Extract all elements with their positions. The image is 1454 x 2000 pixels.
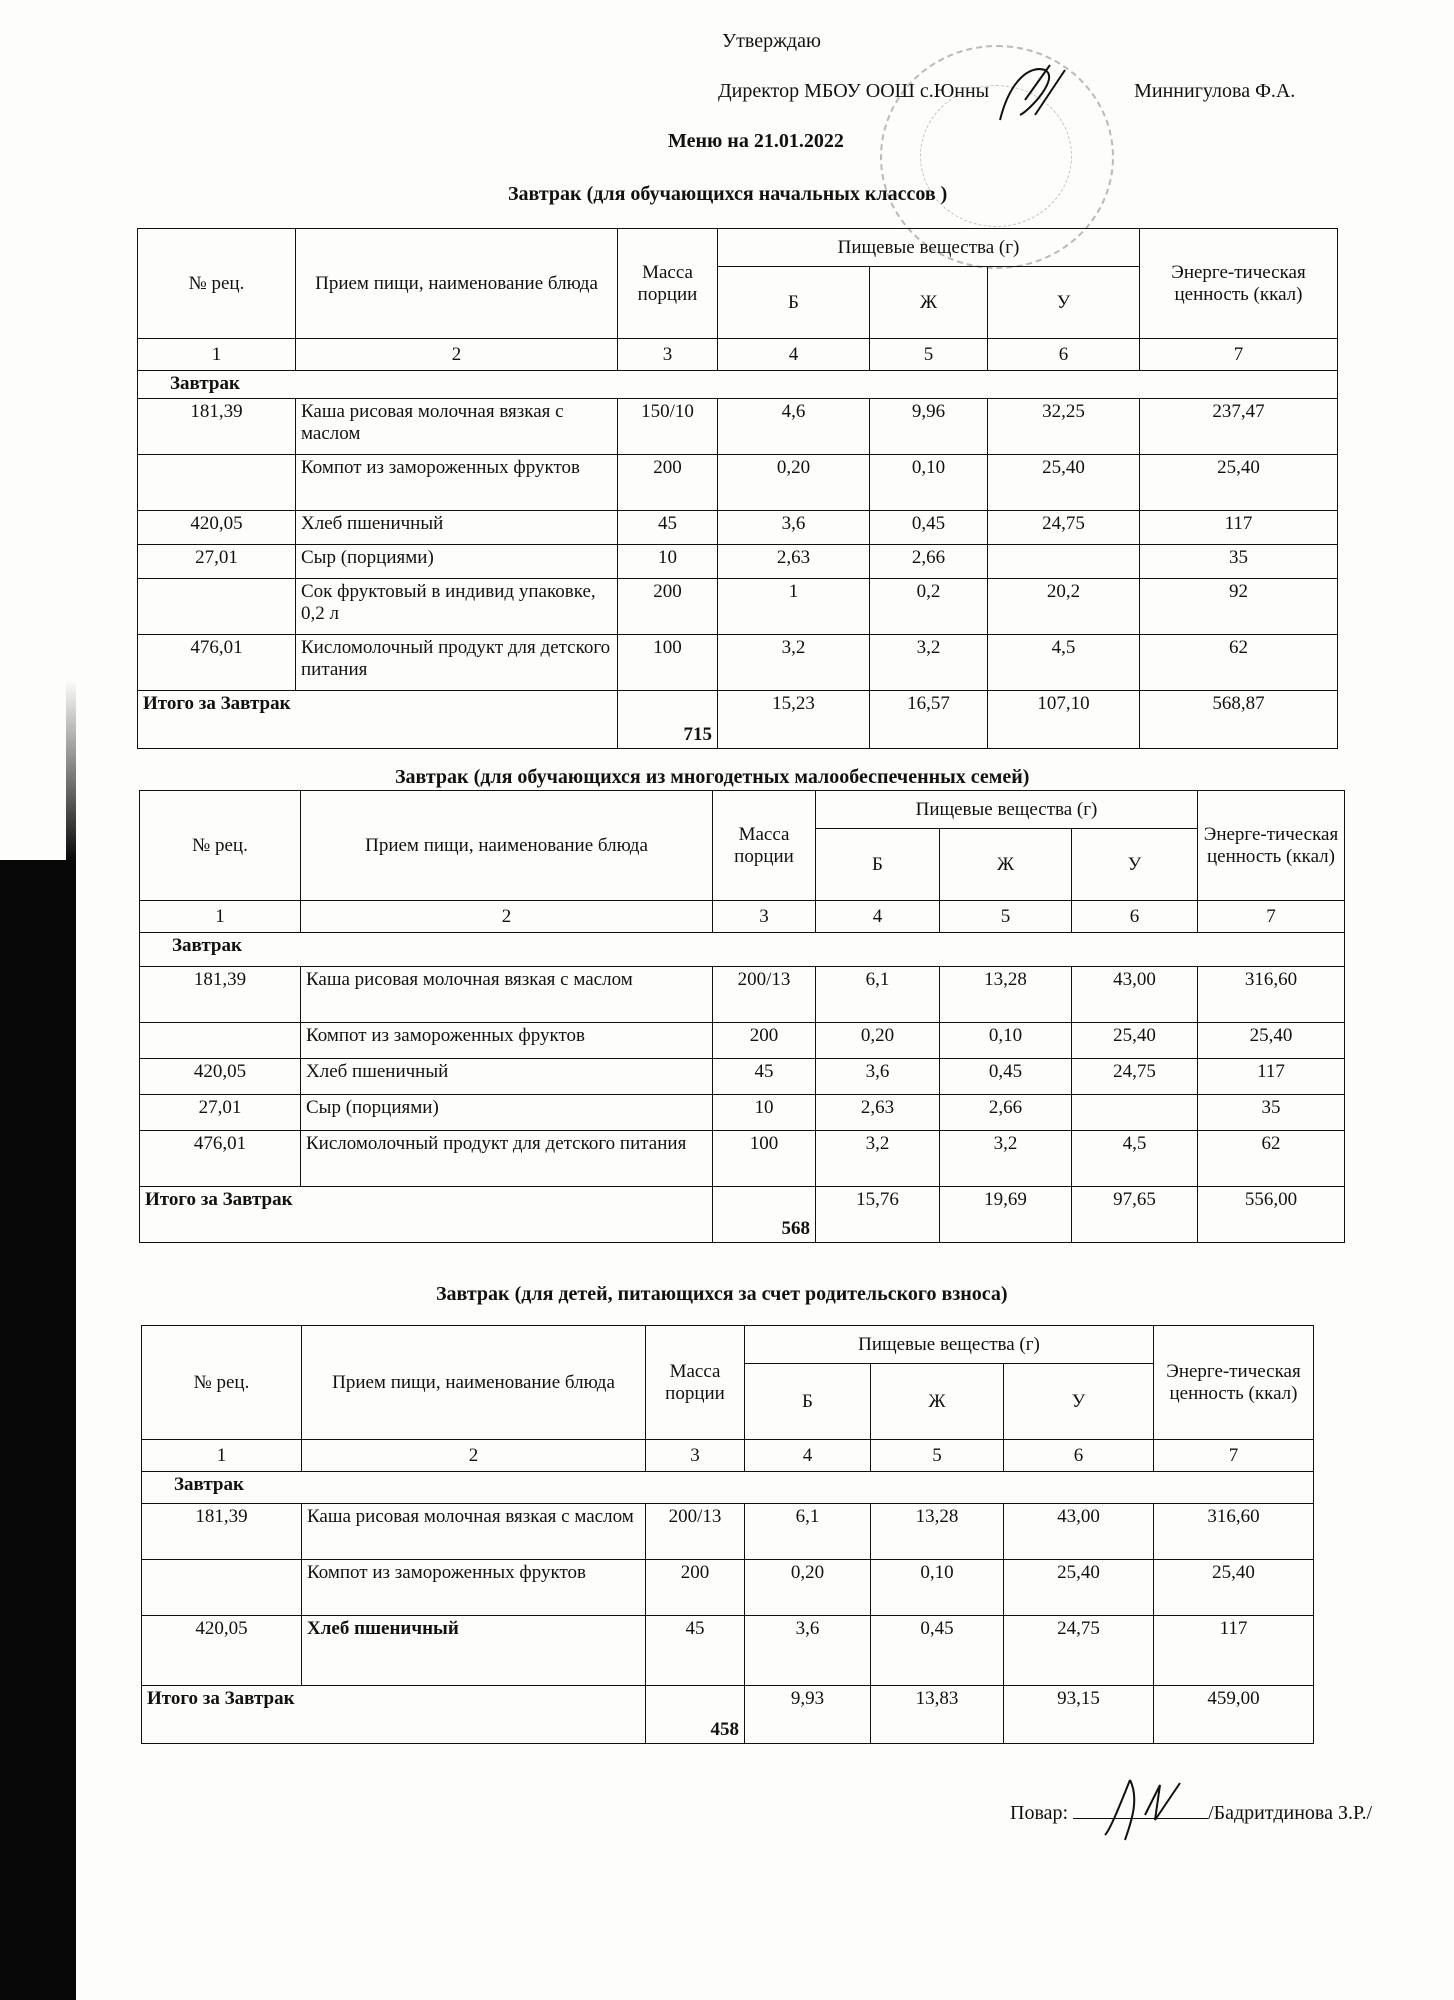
mass-cell: 45 xyxy=(646,1616,745,1686)
rec-cell: 476,01 xyxy=(138,635,296,691)
total-u: 107,10 xyxy=(988,691,1140,749)
menu-table-3 xyxy=(141,1325,1314,1744)
zh-cell: 0,10 xyxy=(870,455,988,511)
col-mass: Масса порции xyxy=(618,229,718,339)
cook-name: /Бадритдинова З.Р./ xyxy=(1208,1802,1373,1824)
u-cell: 24,75 xyxy=(1072,1059,1198,1095)
u-cell: 4,5 xyxy=(988,635,1140,691)
col-nutrients: Пищевые вещества (г) xyxy=(745,1326,1154,1364)
col-number: 6 xyxy=(1004,1440,1154,1472)
table-row xyxy=(142,1504,1314,1560)
col-zh: Ж xyxy=(940,829,1072,901)
mass-cell: 200/13 xyxy=(646,1504,745,1560)
cook-signature xyxy=(1100,1775,1190,1845)
menu-table-2 xyxy=(139,790,1345,1243)
dish-cell: Компот из замороженных фруктов xyxy=(301,1023,713,1059)
mass-cell: 200 xyxy=(618,579,718,635)
section-3-title: Завтрак (для детей, питающихся за счет родительского взноса) xyxy=(436,1283,1008,1305)
zh-cell: 9,96 xyxy=(870,399,988,455)
col-number: 2 xyxy=(301,901,713,933)
zh-cell: 0,45 xyxy=(870,511,988,545)
director-name: Миннигулова Ф.А. xyxy=(1134,80,1296,102)
dish-cell: Кисломолочный продукт для детского питания xyxy=(301,1131,713,1187)
kcal-cell: 117 xyxy=(1140,511,1338,545)
section-1-title: Завтрак (для обучающихся начальных классов ) xyxy=(508,183,948,205)
dish-cell: Хлеб пшеничный xyxy=(301,1059,713,1095)
kcal-cell: 35 xyxy=(1140,545,1338,579)
total-zh: 16,57 xyxy=(870,691,988,749)
col-nutrients: Пищевые вещества (г) xyxy=(718,229,1140,267)
mass-cell: 200 xyxy=(618,455,718,511)
table-row xyxy=(140,1095,1345,1131)
cook-line xyxy=(1010,1802,1372,1825)
rec-cell: 27,01 xyxy=(138,545,296,579)
col-dish: Прием пищи, наименование блюда xyxy=(301,791,713,901)
col-number: 6 xyxy=(988,339,1140,371)
dish-cell: Компот из замороженных фруктов xyxy=(296,455,618,511)
rec-cell xyxy=(140,1023,301,1059)
col-energy: Энерге-тическая ценность (ккал) xyxy=(1140,229,1338,339)
kcal-cell: 25,40 xyxy=(1140,455,1338,511)
table-row xyxy=(142,1560,1314,1616)
zh-cell: 13,28 xyxy=(871,1504,1004,1560)
mass-cell: 200 xyxy=(713,1023,816,1059)
mass-cell: 10 xyxy=(618,545,718,579)
b-cell: 6,1 xyxy=(745,1504,871,1560)
col-number: 3 xyxy=(618,339,718,371)
rec-cell: 420,05 xyxy=(138,511,296,545)
total-kcal: 568,87 xyxy=(1140,691,1338,749)
mass-cell: 10 xyxy=(713,1095,816,1131)
mass-cell: 100 xyxy=(618,635,718,691)
col-rec: № рец. xyxy=(140,791,301,901)
zh-cell: 0,45 xyxy=(871,1616,1004,1686)
table-row xyxy=(138,399,1338,455)
total-mass: 715 xyxy=(618,691,718,749)
kcal-cell: 62 xyxy=(1140,635,1338,691)
u-cell: 32,25 xyxy=(988,399,1140,455)
meal-heading: Завтрак xyxy=(138,371,1338,399)
col-number: 1 xyxy=(140,901,301,933)
b-cell: 3,6 xyxy=(718,511,870,545)
total-row xyxy=(142,1686,1314,1744)
rec-cell xyxy=(138,579,296,635)
total-kcal: 459,00 xyxy=(1154,1686,1314,1744)
u-cell xyxy=(1072,1095,1198,1131)
u-cell: 43,00 xyxy=(1004,1504,1154,1560)
col-energy: Энерге-тическая ценность (ккал) xyxy=(1198,791,1345,901)
kcal-cell: 62 xyxy=(1198,1131,1345,1187)
zh-cell: 13,28 xyxy=(940,967,1072,1023)
director-signature xyxy=(990,60,1070,130)
col-number: 4 xyxy=(718,339,870,371)
total-b: 15,76 xyxy=(816,1187,940,1243)
total-zh: 13,83 xyxy=(871,1686,1004,1744)
col-rec: № рец. xyxy=(138,229,296,339)
table-row xyxy=(138,635,1338,691)
table-row xyxy=(138,579,1338,635)
zh-cell: 2,66 xyxy=(870,545,988,579)
zh-cell: 3,2 xyxy=(940,1131,1072,1187)
mass-cell: 45 xyxy=(713,1059,816,1095)
zh-cell: 0,2 xyxy=(870,579,988,635)
kcal-cell: 316,60 xyxy=(1154,1504,1314,1560)
mass-cell: 150/10 xyxy=(618,399,718,455)
dish-cell: Компот из замороженных фруктов xyxy=(302,1560,646,1616)
total-b: 15,23 xyxy=(718,691,870,749)
kcal-cell: 117 xyxy=(1198,1059,1345,1095)
rec-cell: 420,05 xyxy=(140,1059,301,1095)
dish-cell: Каша рисовая молочная вязкая с маслом xyxy=(302,1504,646,1560)
kcal-cell: 92 xyxy=(1140,579,1338,635)
mass-cell: 200 xyxy=(646,1560,745,1616)
meal-heading: Завтрак xyxy=(140,933,1345,967)
total-b: 9,93 xyxy=(745,1686,871,1744)
rec-cell: 27,01 xyxy=(140,1095,301,1131)
rec-cell: 181,39 xyxy=(140,967,301,1023)
b-cell: 3,2 xyxy=(718,635,870,691)
b-cell: 0,20 xyxy=(816,1023,940,1059)
col-b: Б xyxy=(745,1364,871,1440)
total-u: 93,15 xyxy=(1004,1686,1154,1744)
b-cell: 6,1 xyxy=(816,967,940,1023)
zh-cell: 0,10 xyxy=(871,1560,1004,1616)
zh-cell: 3,2 xyxy=(870,635,988,691)
col-number: 3 xyxy=(646,1440,745,1472)
u-cell: 25,40 xyxy=(988,455,1140,511)
rec-cell: 181,39 xyxy=(142,1504,302,1560)
zh-cell: 0,10 xyxy=(940,1023,1072,1059)
u-cell: 43,00 xyxy=(1072,967,1198,1023)
b-cell: 3,6 xyxy=(745,1616,871,1686)
table-row xyxy=(138,545,1338,579)
col-number: 2 xyxy=(302,1440,646,1472)
u-cell: 24,75 xyxy=(988,511,1140,545)
col-u: У xyxy=(988,267,1140,339)
dish-cell: Каша рисовая молочная вязкая с маслом xyxy=(296,399,618,455)
total-row xyxy=(138,691,1338,749)
menu-title: Меню на 21.01.2022 xyxy=(668,130,844,152)
menu-table-1 xyxy=(137,228,1338,749)
total-label: Итого за Завтрак xyxy=(140,1187,713,1243)
col-rec: № рец. xyxy=(142,1326,302,1440)
col-u: У xyxy=(1004,1364,1154,1440)
col-u: У xyxy=(1072,829,1198,901)
rec-cell xyxy=(138,455,296,511)
col-nutrients: Пищевые вещества (г) xyxy=(816,791,1198,829)
col-dish: Прием пищи, наименование блюда xyxy=(296,229,618,339)
table-row xyxy=(140,1059,1345,1095)
b-cell: 3,2 xyxy=(816,1131,940,1187)
total-u: 97,65 xyxy=(1072,1187,1198,1243)
col-number: 4 xyxy=(745,1440,871,1472)
col-number: 1 xyxy=(142,1440,302,1472)
total-label: Итого за Завтрак xyxy=(142,1686,646,1744)
col-mass: Масса порции xyxy=(713,791,816,901)
u-cell: 25,40 xyxy=(1072,1023,1198,1059)
kcal-cell: 35 xyxy=(1198,1095,1345,1131)
col-b: Б xyxy=(816,829,940,901)
col-number: 7 xyxy=(1154,1440,1314,1472)
rec-cell: 181,39 xyxy=(138,399,296,455)
u-cell: 25,40 xyxy=(1004,1560,1154,1616)
dish-cell: Кисломолочный продукт для детского питания xyxy=(296,635,618,691)
u-cell: 24,75 xyxy=(1004,1616,1154,1686)
col-number: 2 xyxy=(296,339,618,371)
dish-cell: Сыр (порциями) xyxy=(301,1095,713,1131)
table-row xyxy=(140,967,1345,1023)
rec-cell: 476,01 xyxy=(140,1131,301,1187)
dish-cell: Хлеб пшеничный xyxy=(296,511,618,545)
dish-cell: Каша рисовая молочная вязкая с маслом xyxy=(301,967,713,1023)
b-cell: 2,63 xyxy=(816,1095,940,1131)
table-row xyxy=(138,455,1338,511)
zh-cell: 2,66 xyxy=(940,1095,1072,1131)
table-row xyxy=(140,1131,1345,1187)
kcal-cell: 117 xyxy=(1154,1616,1314,1686)
table-row xyxy=(142,1616,1314,1686)
kcal-cell: 25,40 xyxy=(1198,1023,1345,1059)
dish-cell: Сок фруктовый в индивид упаковке, 0,2 л xyxy=(296,579,618,635)
b-cell: 4,6 xyxy=(718,399,870,455)
kcal-cell: 25,40 xyxy=(1154,1560,1314,1616)
u-cell: 20,2 xyxy=(988,579,1140,635)
mass-cell: 45 xyxy=(618,511,718,545)
col-number: 4 xyxy=(816,901,940,933)
col-number: 7 xyxy=(1140,339,1338,371)
meal-heading: Завтрак xyxy=(142,1472,1314,1504)
total-mass: 568 xyxy=(713,1187,816,1243)
mass-cell: 100 xyxy=(713,1131,816,1187)
col-b: Б xyxy=(718,267,870,339)
dish-cell: Хлеб пшеничный xyxy=(302,1616,646,1686)
b-cell: 0,20 xyxy=(718,455,870,511)
col-zh: Ж xyxy=(871,1364,1004,1440)
col-mass: Масса порции xyxy=(646,1326,745,1440)
rec-cell xyxy=(142,1560,302,1616)
b-cell: 1 xyxy=(718,579,870,635)
section-2-title: Завтрак (для обучающихся из многодетных малообеспеченных семей) xyxy=(395,766,1030,788)
b-cell: 3,6 xyxy=(816,1059,940,1095)
u-cell: 4,5 xyxy=(1072,1131,1198,1187)
col-dish: Прием пищи, наименование блюда xyxy=(302,1326,646,1440)
scan-margin-shadow xyxy=(0,860,76,2000)
col-zh: Ж xyxy=(870,267,988,339)
cook-label: Повар: xyxy=(1010,1802,1069,1824)
table-row xyxy=(138,511,1338,545)
b-cell: 0,20 xyxy=(745,1560,871,1616)
kcal-cell: 237,47 xyxy=(1140,399,1338,455)
col-number: 6 xyxy=(1072,901,1198,933)
dish-cell: Сыр (порциями) xyxy=(296,545,618,579)
zh-cell: 0,45 xyxy=(940,1059,1072,1095)
total-kcal: 556,00 xyxy=(1198,1187,1345,1243)
total-zh: 19,69 xyxy=(940,1187,1072,1243)
col-number: 5 xyxy=(871,1440,1004,1472)
col-number: 1 xyxy=(138,339,296,371)
approve-label: Утверждаю xyxy=(722,30,821,52)
kcal-cell: 316,60 xyxy=(1198,967,1345,1023)
col-number: 3 xyxy=(713,901,816,933)
col-energy: Энерге-тическая ценность (ккал) xyxy=(1154,1326,1314,1440)
director-title: Директор МБОУ ООШ с.Юнны xyxy=(718,80,990,102)
total-label: Итого за Завтрак xyxy=(138,691,618,749)
b-cell: 2,63 xyxy=(718,545,870,579)
rec-cell: 420,05 xyxy=(142,1616,302,1686)
col-number: 5 xyxy=(870,339,988,371)
total-mass: 458 xyxy=(646,1686,745,1744)
mass-cell: 200/13 xyxy=(713,967,816,1023)
col-number: 7 xyxy=(1198,901,1345,933)
table-row xyxy=(140,1023,1345,1059)
total-row xyxy=(140,1187,1345,1243)
col-number: 5 xyxy=(940,901,1072,933)
u-cell xyxy=(988,545,1140,579)
